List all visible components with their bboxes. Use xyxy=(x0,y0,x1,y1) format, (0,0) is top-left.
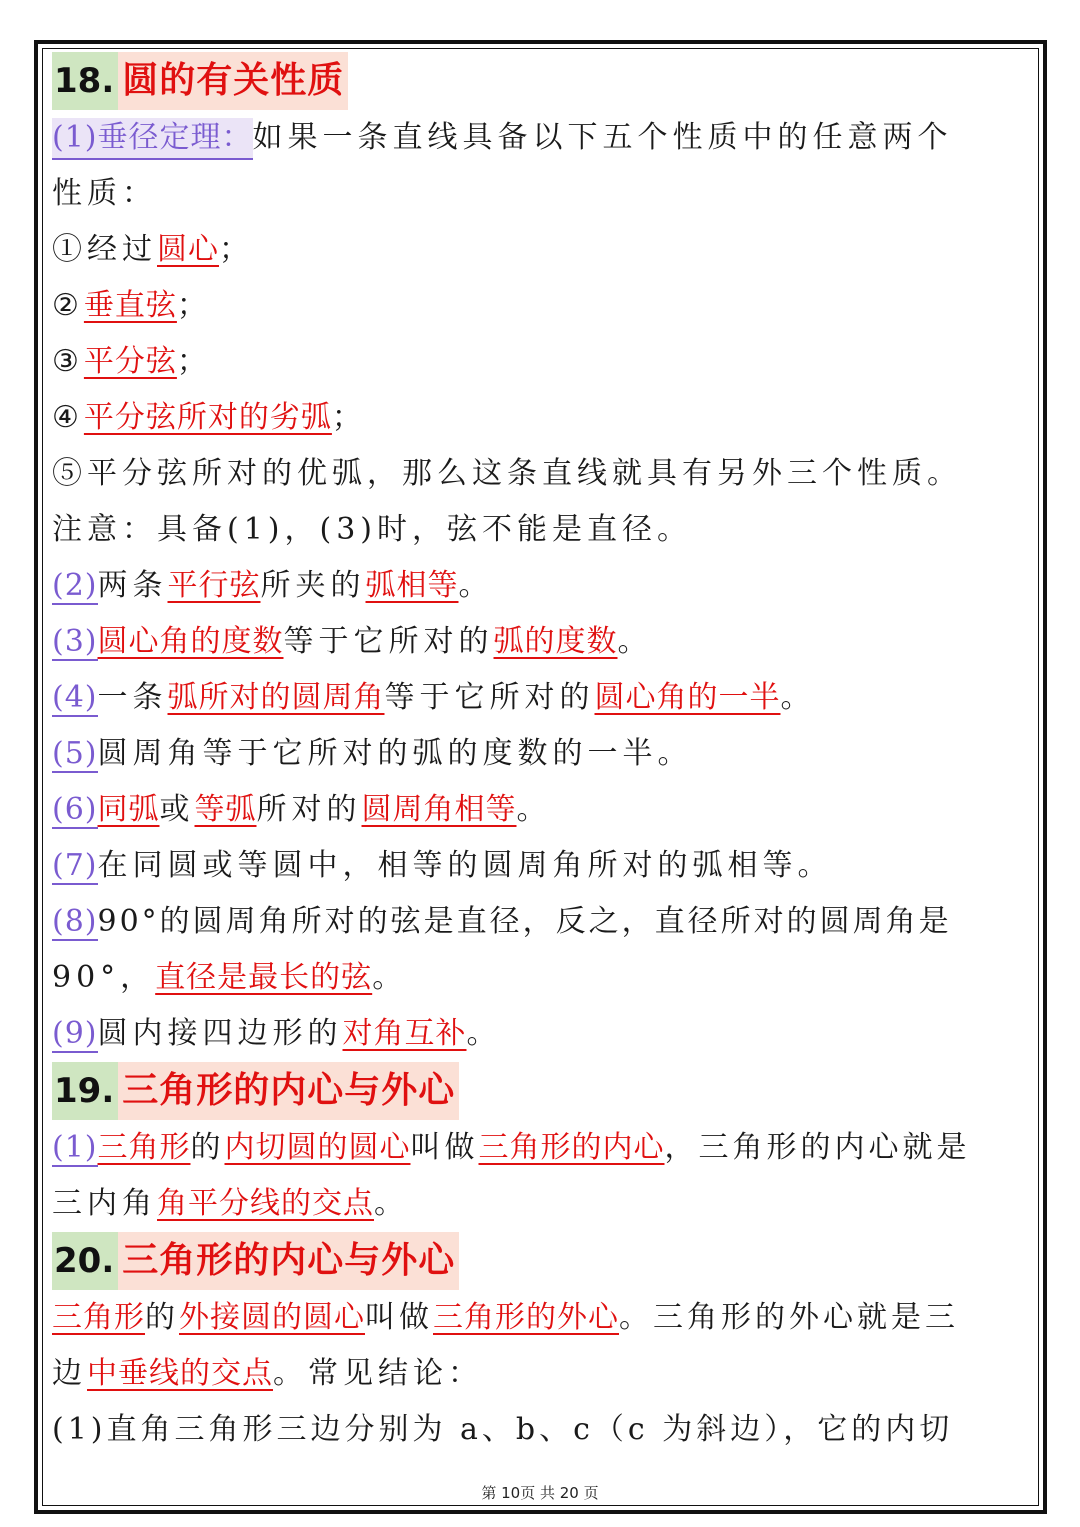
body-text: 。 xyxy=(372,960,408,995)
key-term: 圆心角的度数 xyxy=(97,624,284,659)
item-6 xyxy=(52,782,1032,838)
key-term: 中垂线的交点 xyxy=(87,1356,273,1391)
body-text: 注意：具备(1)，(3)时，弦不能是直径。 xyxy=(52,512,692,547)
key-term: 圆心 xyxy=(157,232,219,267)
body-text: 圆内接四边形的 xyxy=(97,1016,343,1051)
item-8-continued xyxy=(52,950,1032,1006)
section-title: 三角形的内心与外心 xyxy=(118,1062,459,1120)
section-number: 18. xyxy=(52,52,118,110)
body-text: 性质： xyxy=(52,176,157,211)
key-term: 同弧 xyxy=(97,792,160,827)
body-text: 所夹的 xyxy=(260,568,366,603)
key-term: 三角形 xyxy=(52,1300,145,1335)
key-term: 三角形 xyxy=(97,1130,191,1165)
item-label: (2) xyxy=(52,568,98,603)
section-title: 圆的有关性质 xyxy=(118,52,348,110)
body-text: 。 xyxy=(516,792,552,827)
item-9 xyxy=(52,1006,1032,1062)
item-label: (3) xyxy=(52,624,98,659)
item-3 xyxy=(52,614,1032,670)
body-text: ，三角形的内心就是 xyxy=(664,1130,971,1165)
condition-1 xyxy=(52,222,1032,278)
key-term: 角平分线的交点 xyxy=(157,1186,374,1221)
item-label: (8) xyxy=(52,904,98,939)
key-term: 外接圆的圆心 xyxy=(179,1300,365,1335)
body-text: ⑤平分弦所对的优弧，那么这条直线就具有另外三个性质。 xyxy=(52,456,962,491)
body-text: 。 xyxy=(458,568,494,603)
body-text: 一条 xyxy=(97,680,168,715)
body-text: 圆周角等于它所对的弧的度数的一半。 xyxy=(97,736,693,771)
key-term: 弧所对的圆周角 xyxy=(167,680,385,715)
s20-line-3 xyxy=(52,1402,1032,1458)
item-label: (4) xyxy=(52,680,98,715)
body-text: 叫做 xyxy=(410,1130,479,1165)
body-text: 或 xyxy=(159,792,195,827)
key-term: 平分弦所对的劣弧 xyxy=(83,400,332,435)
body-text: ； xyxy=(176,288,212,323)
body-text: ； xyxy=(331,400,367,435)
key-term: 圆心角的一半 xyxy=(594,680,781,715)
key-term: 平分弦 xyxy=(83,344,177,379)
body-text: ④ xyxy=(52,400,84,435)
item-label: (1) xyxy=(52,1130,98,1165)
key-term: 弧的度数 xyxy=(493,624,618,659)
s19-line-2 xyxy=(52,1176,1032,1232)
key-term: 圆周角相等 xyxy=(361,792,517,827)
item-8 xyxy=(52,894,1032,950)
item-5 xyxy=(52,726,1032,782)
body-text: 两条 xyxy=(97,568,168,603)
section-title: 三角形的内心与外心 xyxy=(118,1232,459,1290)
key-term: 直径是最长的弦 xyxy=(155,960,373,995)
condition-2 xyxy=(52,278,1032,334)
body-text: 等于它所对的 xyxy=(283,624,494,659)
section-19-heading xyxy=(52,1062,1032,1120)
body-text: (1)直角三角形三边分别为 a、b、c（c 为斜边），它的内切 xyxy=(52,1412,954,1447)
section-number: 19. xyxy=(52,1062,118,1120)
body-text: 。常见结论： xyxy=(273,1356,483,1391)
body-text: 90°， xyxy=(52,960,156,995)
body-text: ①经过 xyxy=(52,232,157,267)
note-line xyxy=(52,502,1032,558)
item-label: (9) xyxy=(52,1016,98,1051)
item-label: (6) xyxy=(52,792,98,827)
section-number: 20. xyxy=(52,1232,118,1290)
key-term: 平行弦 xyxy=(167,568,261,603)
body-text: 三内角 xyxy=(52,1186,157,1221)
key-term: 三角形的外心 xyxy=(433,1300,619,1335)
body-text: ② xyxy=(52,288,84,323)
body-text: 。三角形的外心就是三 xyxy=(619,1300,959,1335)
body-text: 叫做 xyxy=(365,1300,433,1335)
body-text: 。 xyxy=(617,624,653,659)
s19-item-1 xyxy=(52,1120,1032,1176)
condition-3 xyxy=(52,334,1032,390)
body-text: 的 xyxy=(145,1300,179,1335)
body-text: ； xyxy=(219,232,254,267)
body-text: 90°的圆周角所对的弦是直径，反之，直径所对的圆周角是 xyxy=(97,904,952,939)
body-text: 。 xyxy=(780,680,816,715)
theorem-line xyxy=(52,110,1032,166)
key-term: 等弧 xyxy=(194,792,257,827)
item-7 xyxy=(52,838,1032,894)
item-label: (5) xyxy=(52,736,98,771)
item-label: (1)垂径定理： xyxy=(52,118,253,160)
key-term: 弧相等 xyxy=(365,568,459,603)
body-text: 如果一条直线具备以下五个性质中的任意两个 xyxy=(252,120,953,155)
body-text: 在同圆或等圆中，相等的圆周角所对的弧相等。 xyxy=(97,848,833,883)
body-text: 所对的 xyxy=(256,792,362,827)
section-18-heading xyxy=(52,52,1032,110)
text-line xyxy=(52,166,1032,222)
page-footer: 第 10页 共 20 页 xyxy=(481,1484,599,1502)
body-text: 。 xyxy=(466,1016,502,1051)
key-term: 垂直弦 xyxy=(83,288,177,323)
section-20-heading xyxy=(52,1232,1032,1290)
condition-5 xyxy=(52,446,1032,502)
body-text: 。 xyxy=(374,1186,409,1221)
body-text: 等于它所对的 xyxy=(384,680,595,715)
item-4 xyxy=(52,670,1032,726)
s20-line-1 xyxy=(52,1290,1032,1346)
body-text: ③ xyxy=(52,344,84,379)
key-term: 三角形的内心 xyxy=(478,1130,665,1165)
item-label: (7) xyxy=(52,848,98,883)
item-2 xyxy=(52,558,1032,614)
key-term: 内切圆的圆心 xyxy=(224,1130,411,1165)
body-text: 的 xyxy=(190,1130,225,1165)
body-text: ； xyxy=(176,344,212,379)
body-text: 边 xyxy=(52,1356,87,1391)
condition-4 xyxy=(52,390,1032,446)
key-term: 对角互补 xyxy=(342,1016,467,1051)
s20-line-2 xyxy=(52,1346,1032,1402)
document-content xyxy=(52,52,1032,1458)
